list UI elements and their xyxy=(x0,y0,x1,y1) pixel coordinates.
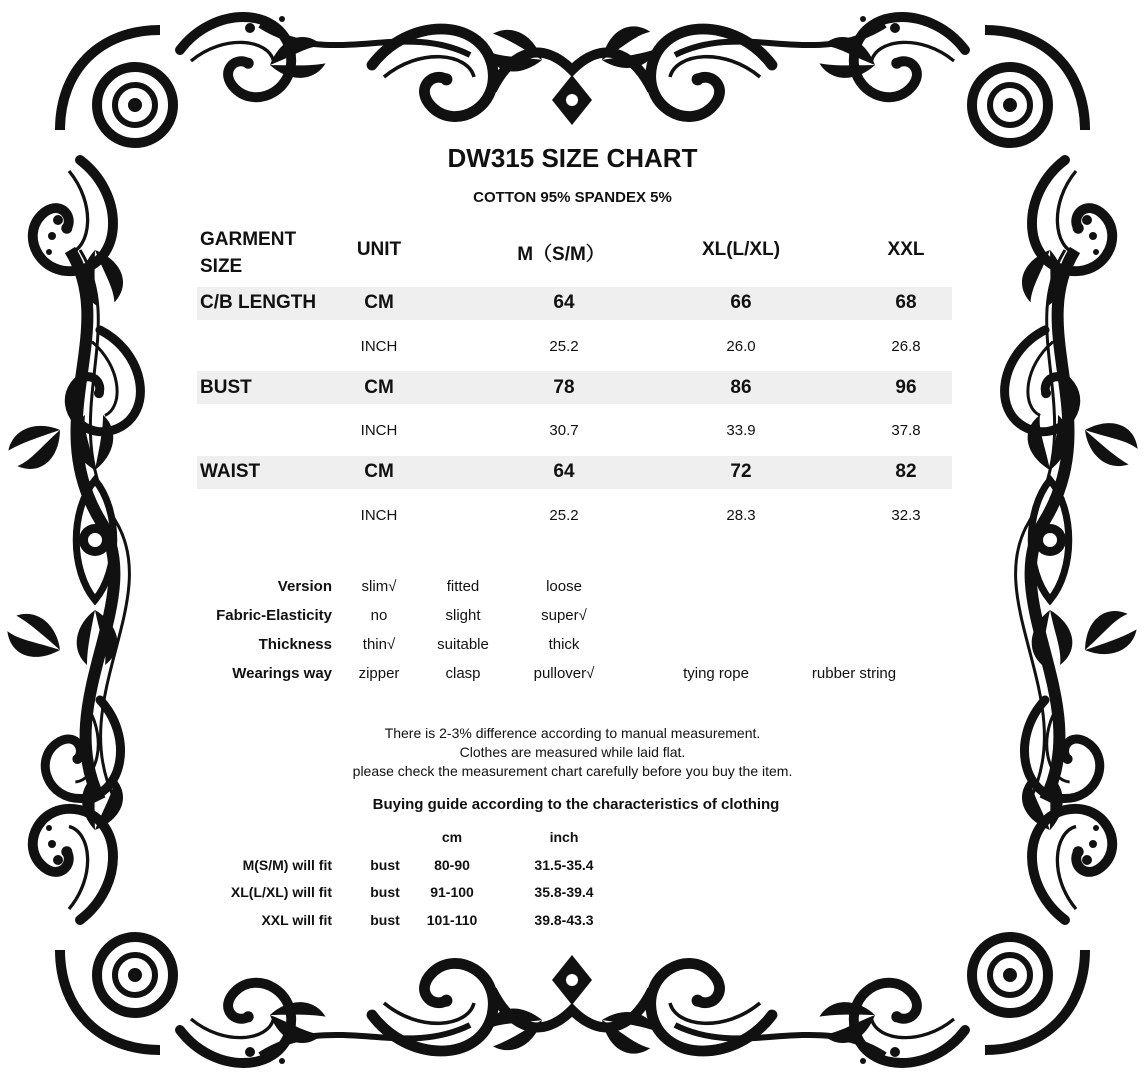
cb-length-inch-xl: 26.0 xyxy=(726,338,756,355)
guide-col-cm: cm xyxy=(441,829,463,845)
guide-row-part: bust xyxy=(370,857,400,873)
cb-length-cm-xxl: 68 xyxy=(895,292,917,313)
guide-col-inch: inch xyxy=(549,829,579,845)
note-measurement-difference: There is 2-3% difference according to manual measurement. xyxy=(384,725,761,741)
attr-option: suitable xyxy=(437,636,489,653)
unit-cm: CM xyxy=(364,461,394,482)
guide-row-cm: 91-100 xyxy=(430,884,474,900)
bust-inch-xxl: 37.8 xyxy=(891,422,921,439)
attr-option: pullover√ xyxy=(533,665,595,682)
bust-cm-m: 78 xyxy=(553,377,575,398)
waist-inch-m: 25.2 xyxy=(549,507,579,524)
buying-guide-title: Buying guide according to the characteristics of clothing xyxy=(372,796,780,813)
waist-inch-xl: 28.3 xyxy=(726,507,756,524)
waist-inch-xxl: 32.3 xyxy=(891,507,921,524)
header-size-xxl: XXL xyxy=(887,239,925,260)
fabric-composition: COTTON 95% SPANDEX 5% xyxy=(473,189,672,206)
attr-label-fabric-elasticity: Fabric-Elasticity xyxy=(216,607,332,624)
attr-option: tying rope xyxy=(683,665,749,682)
header-garment-size: GARMENT SIZE xyxy=(200,229,297,277)
cb-length-cm-xl: 66 xyxy=(730,292,752,313)
attr-label-thickness: Thickness xyxy=(258,636,332,653)
guide-row-label: XXL will fit xyxy=(261,912,332,928)
chart-title: DW315 SIZE CHART xyxy=(447,143,698,173)
row-label-cb-length: C/B LENGTH xyxy=(200,292,317,313)
unit-cm: CM xyxy=(364,292,394,313)
attr-option: super√ xyxy=(541,607,587,624)
cb-length-cm-m: 64 xyxy=(553,292,575,313)
bust-inch-xl: 33.9 xyxy=(726,422,756,439)
attr-label-version: Version xyxy=(277,578,332,595)
bust-inch-m: 30.7 xyxy=(549,422,579,439)
guide-row-cm: 101-110 xyxy=(426,912,478,928)
guide-row-label: M(S/M) will fit xyxy=(242,857,332,873)
guide-row-inch: 35.8-39.4 xyxy=(534,884,594,900)
unit-inch: INCH xyxy=(360,507,398,524)
attr-option: fitted xyxy=(446,578,480,595)
guide-row-cm: 80-90 xyxy=(434,857,470,873)
guide-row-inch: 39.8-43.3 xyxy=(534,912,594,928)
attr-option: clasp xyxy=(445,665,481,682)
note-laid-flat: Clothes are measured while laid flat. xyxy=(459,744,686,760)
header-unit: UNIT xyxy=(356,239,402,260)
waist-cm-m: 64 xyxy=(553,461,575,482)
row-label-bust: BUST xyxy=(200,377,252,398)
unit-inch: INCH xyxy=(360,422,398,439)
attr-option: rubber string xyxy=(811,665,897,682)
guide-row-part: bust xyxy=(370,884,400,900)
attr-option: slight xyxy=(445,607,481,624)
note-check-chart: please check the measurement chart carefully before you buy the item. xyxy=(352,763,793,779)
bust-cm-xxl: 96 xyxy=(895,377,917,398)
header-size-m: M（S/M） xyxy=(517,244,605,265)
attr-option: slim√ xyxy=(361,578,397,595)
attr-option: zipper xyxy=(358,665,400,682)
guide-row-label: XL(L/XL) will fit xyxy=(230,884,332,900)
attr-option: thick xyxy=(548,636,580,653)
unit-inch: INCH xyxy=(360,338,398,355)
cb-length-inch-xxl: 26.8 xyxy=(891,338,921,355)
cb-length-inch-m: 25.2 xyxy=(549,338,579,355)
attr-option: thin√ xyxy=(362,636,396,653)
waist-cm-xxl: 82 xyxy=(895,461,917,482)
unit-cm: CM xyxy=(364,377,394,398)
header-size-xl: XL(L/XL) xyxy=(701,239,781,260)
attr-option: no xyxy=(370,607,388,624)
row-label-waist: WAIST xyxy=(200,461,261,482)
guide-row-inch: 31.5-35.4 xyxy=(534,857,594,873)
guide-row-part: bust xyxy=(370,912,400,928)
bust-cm-xl: 86 xyxy=(730,377,752,398)
attr-label-wearings-way: Wearings way xyxy=(232,665,332,682)
attr-option: loose xyxy=(546,578,582,595)
waist-cm-xl: 72 xyxy=(730,461,752,482)
